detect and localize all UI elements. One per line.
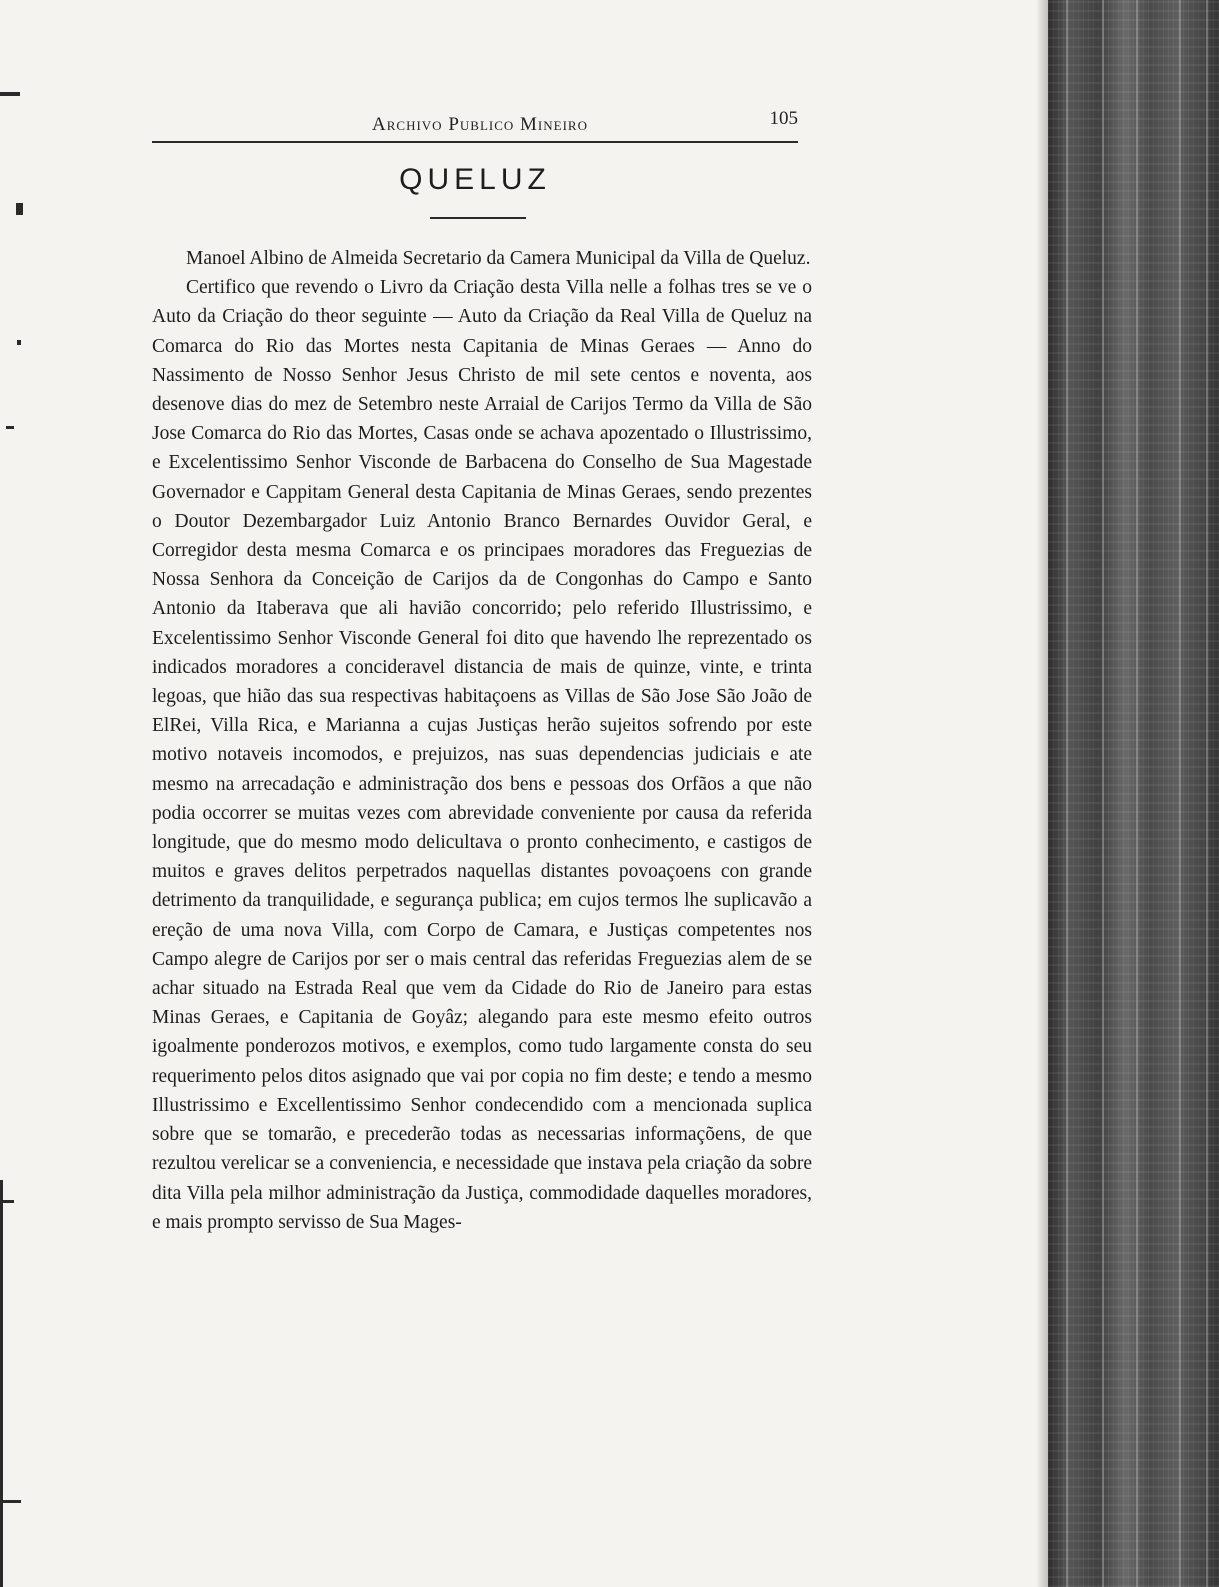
section-title: QUELUZ [399,163,551,196]
book-binding-edge [1048,0,1219,1587]
running-title: Archivo Publico Mineiro [372,114,588,135]
left-scan-edge [0,0,22,1587]
running-head [152,108,808,138]
body-text [152,244,812,1237]
header-rule [152,141,798,143]
paragraph: Manoel Albino de Almeida Secretario da Camera Municipal da Villa de Queluz. [186,248,811,269]
page-number: 105 [769,108,798,129]
paragraph: Certifico que revendo o Livro da Criação desta Villa nelle a folhas tres se ve o Auto da Criação do theor seguinte — Auto da Criação da Real Villa de Queluz na Comarca do Rio das Mortes nesta Capitania de Minas Geraes — Anno do Nassimento de Nosso Senhor Jesus Christo de mil sete centos e noventa, aos desenove dias do mez de Setembro neste Arraial de Carijos Termo da Villa de São Jose Comarca do Rio das Mortes, Casas onde se achava apozentado o Illustrissimo, e Excelentissimo Senhor Visconde de Barbacena do Conselho de Sua Magestade Governador e Cappitam General desta Capitania de Minas Geraes, sendo prezentes o Doutor Dezembargador Luiz Antonio Branco Bernardes Ouvidor Geral, e Corregidor desta mesma Comarca e os principaes moradores das Freguezias de Nossa Senhora da Conceição de Carijos da de Congonhas do Campo e Santo Antonio da Itaberava que ali havião concorrido; pelo referido Illustrissimo, e Excelentissimo Senhor Visconde General foi dito que havendo lhe reprezentado os indicados moradores a concideravel distancia de mais de quinze, vinte, e trinta legoas, que hião das sua respectivas habitaçoens as Villas de São Jose São João de ElRei, Villa Rica, e Marianna a cujas Justiças herão sujeitos sofrendo por este motivo notaveis incomodos, e prejuizos, nas suas dependencias judiciais e ate mesmo na arrecadação e administração dos bens e pessoas dos Orfãos a que não podia occorrer se muitas vezes com abrevidade conveniente por causa da referida longitude, que do mesmo modo delicultava o pronto conhecimento, e castigos de muitos e graves delitos perpetrados naquellas distantes povoaçoens con grande detrimento da tranquilidade, e segurança publica; em cujos termos lhe suplicavão a ereção de uma nova Villa, com Corpo de Camara, e Justiças competentes nos Campo alegre de Carijos por ser o mais central das referidas Freguezias alem de se achar situado na Estrada Real que vem da Cidade do Rio de Janeiro para estas Minas Geraes, e Capitania de Goyâz; alegando para este mesmo efeito outros igoalmente ponderozos motivos, e exemplos, como tudo largamente consta do seu requerimento pelos ditos asignado que vai por copia no fim deste; e tendo a mesmo Illustrissimo e Excellentissimo Senhor condecendido com a mencionada suplica sobre que se tomarão, e precederão todas as necessarias informaçõens, de que rezultou verelicar se a conveniencia, e necessidade que instava pela criação da sobre dita Villa pela milhor administração da Justiça, commodidade daquelles moradores, e mais prompto servisso de Sua Mages- [152,277,812,1233]
title-rule [430,217,526,219]
